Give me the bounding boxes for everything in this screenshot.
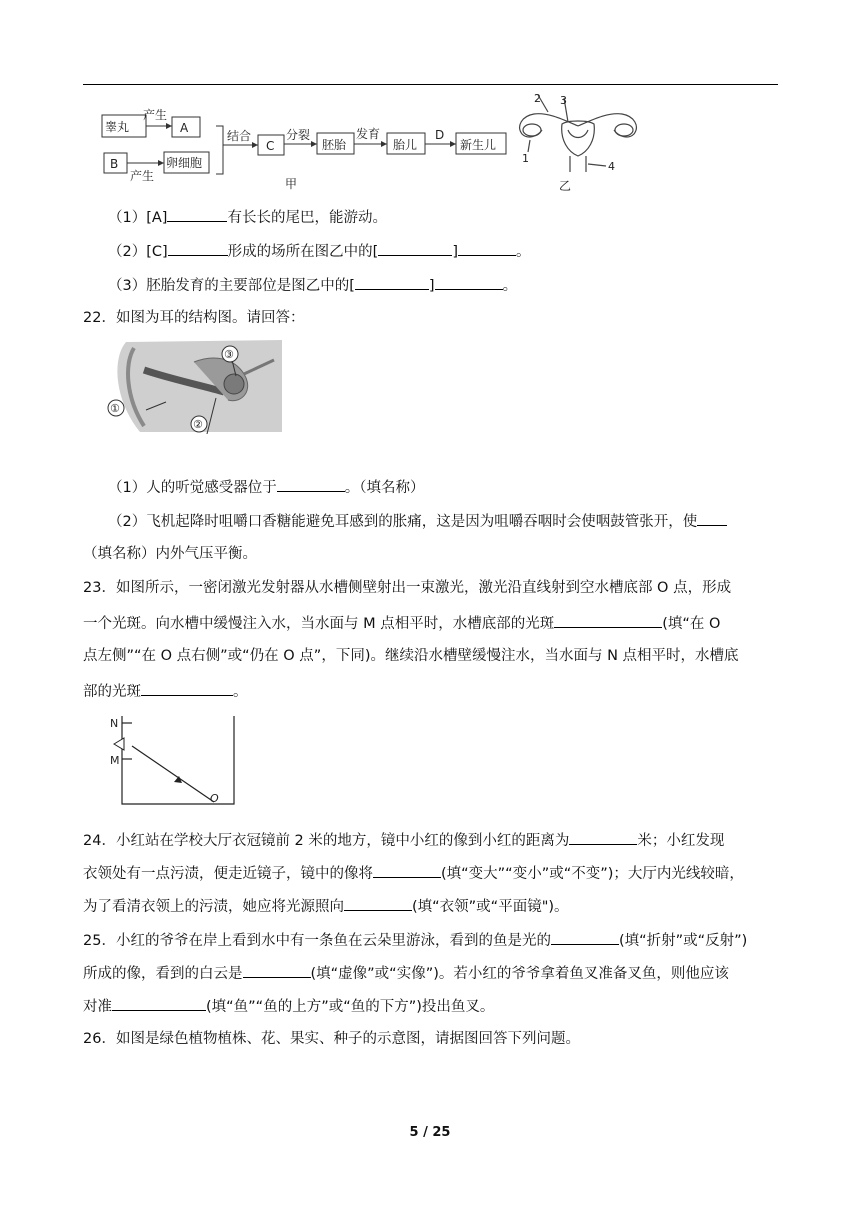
newborn-label: 新生儿: [460, 138, 497, 152]
diagram-yi-caption: 乙: [559, 179, 572, 193]
q22-part1-prefix: （1）人的听觉感受器位于: [108, 480, 277, 496]
q24-line2-hint: (填“变大”“变小”或“不变”)；大厅内光线较暗，: [441, 866, 744, 882]
q23-line2-hint: (填“在 O: [662, 616, 721, 632]
q21-part3-bracket: ]: [428, 278, 435, 294]
answer-blank[interactable]: [141, 680, 233, 696]
fetus-label: 胎儿: [393, 138, 418, 152]
q25-line2-text: 所成的像，看到的白云是: [83, 966, 243, 982]
label-o: O: [210, 792, 219, 805]
combine-label: 结合: [227, 129, 252, 143]
q24-line1-text: 24．小红站在学校大厅衣冠镜前 2 米的地方，镜中小红的像到小红的距离为: [83, 833, 570, 849]
q23-line2-text: 一个光斑。向水槽中缓慢注入水，当水面与 M 点相平时，水槽底部的光斑: [83, 616, 555, 632]
q25-line1-text: 25．小红的爷爷在岸上看到水中有一条鱼在云朵里游泳，看到的鱼是光的: [83, 933, 551, 949]
ear-label-2: ②: [193, 418, 203, 431]
q21-part1: [108, 206, 808, 228]
diagram-jia-caption: 甲: [285, 177, 298, 191]
answer-blank[interactable]: [168, 240, 228, 256]
produce-label-1: 产生: [143, 108, 168, 122]
q22-part2-text: （2）飞机起降时咀嚼口香糖能避免耳感到的胀痛，这是因为咀嚼吞咽时会使咽鼓管张开，使: [108, 514, 698, 530]
tank-walls: [122, 716, 234, 804]
answer-blank[interactable]: [378, 240, 452, 256]
right-ovary: [615, 124, 633, 136]
q23-line3: 点左侧”“在 O 点右侧”或“仍在 O 点”，下同)。继续沿水槽壁缓慢注水，当水面与 N 点相平时，水槽底: [83, 648, 739, 664]
label-m: M: [110, 754, 120, 767]
q25-line1-hint: (填“折射”或“反射”): [618, 933, 748, 949]
answer-blank[interactable]: [167, 206, 227, 222]
answer-blank[interactable]: [551, 929, 619, 945]
answer-blank[interactable]: [554, 612, 662, 628]
answer-blank[interactable]: [458, 240, 516, 256]
q21-part2-prefix: （2）[C]: [108, 244, 168, 260]
left-ovary: [523, 124, 541, 136]
ovary-letter: B: [110, 157, 119, 171]
answer-blank[interactable]: [373, 862, 441, 878]
q21-part2-bracket: ]: [452, 244, 458, 260]
page-number: 5 / 25: [409, 1125, 451, 1140]
q24-line3: [83, 895, 783, 917]
header-rule: [83, 84, 778, 85]
q26-stem: 26．如图是绿色植物植株、花、果实、种子的示意图，请据图回答下列问题。: [83, 1031, 580, 1047]
q22-part1: [108, 476, 808, 498]
q24-line1-end: 米；小红发现: [637, 833, 725, 849]
q23-line4-end: 。: [233, 684, 248, 700]
reproduction-flow-diagram: [95, 104, 515, 196]
q23-line1: 23．如图所示，一密闭激光发射器从水槽侧壁射出一束激光，激光沿直线射到空水槽底部 O 点，形成: [83, 580, 732, 596]
q23-line4-text: 部的光斑: [83, 684, 141, 700]
female-reproductive-diagram: [508, 90, 648, 196]
yi-label-2: 2: [534, 92, 541, 105]
embryo-label: 胚胎: [322, 138, 347, 152]
answer-blank[interactable]: [112, 995, 206, 1011]
egg-label: 卵细胞: [166, 156, 203, 170]
answer-blank[interactable]: [569, 829, 637, 845]
answer-blank[interactable]: [243, 962, 311, 978]
q22-part2: [108, 510, 808, 532]
q21-part3: [108, 274, 808, 296]
divide-label: 分裂: [286, 128, 311, 142]
yi-label-3: 3: [560, 94, 567, 107]
yi-label-1: 1: [522, 152, 529, 165]
testis-label: 睾丸: [105, 120, 130, 134]
q21-part1-suffix: 有长长的尾巴，能游动。: [227, 210, 387, 226]
q22-stem: 22．如图为耳的结构图。请回答：: [83, 310, 305, 326]
produce-label-2: 产生: [130, 169, 155, 183]
q25-line2-hint: (填“虚像”或“实像”)。若小红的爷爷拿着鱼叉准备叉鱼，则他应该: [310, 966, 729, 982]
sperm-letter: A: [180, 121, 189, 135]
q21-part2-end: 。: [516, 244, 531, 260]
answer-blank[interactable]: [435, 274, 503, 290]
ear-structure-image: [104, 340, 282, 434]
q21-part3-end: 。: [502, 278, 518, 294]
q23-line2: [83, 612, 783, 634]
q24-line3-text: 为了看清衣领上的污渍，她应将光源照向: [83, 899, 344, 915]
q24-line2-text: 衣领处有一点污渍，便走近镜子，镜中的像将: [83, 866, 373, 882]
answer-blank[interactable]: [277, 476, 345, 492]
q24-line3-hint: (填“衣领”或“平面镜")。: [412, 899, 569, 915]
q22-part1-suffix: 。（填名称）: [344, 480, 425, 496]
vagina: [570, 156, 586, 172]
q22-part2-cont: （填名称）内外气压平衡。: [83, 546, 257, 562]
q21-part1-prefix: （1）[A]: [108, 210, 168, 226]
q24-line1: [83, 829, 783, 851]
laser-emitter: [114, 738, 124, 750]
q25-line2: [83, 962, 783, 984]
q25-line3-text: 对准: [83, 999, 112, 1015]
q21-part2-mid: 形成的场所在图乙中的[: [227, 244, 379, 260]
q21-part3-prefix: （3）胚胎发育的主要部位是图乙中的[: [108, 278, 355, 294]
develop-label: 发育: [356, 127, 381, 141]
water-tank-diagram: [110, 714, 240, 810]
zygote-letter: C: [266, 139, 275, 153]
q23-line4: [83, 680, 783, 702]
laser-beam: [132, 746, 214, 802]
yi-label-4: 4: [608, 160, 615, 173]
q25-line1: [83, 929, 783, 951]
q24-line2: [83, 862, 783, 884]
answer-blank[interactable]: [697, 510, 727, 526]
answer-blank[interactable]: [355, 274, 429, 290]
answer-blank[interactable]: [344, 895, 412, 911]
ear-label-3: ③: [224, 348, 234, 361]
ear-label-1: ①: [110, 402, 120, 415]
uterus: [562, 121, 595, 156]
birth-letter: D: [435, 128, 445, 142]
label-n: N: [110, 717, 119, 730]
q25-line3-hint: (填“鱼”“鱼的上方”或“鱼的下方”)投出鱼叉。: [206, 999, 495, 1015]
q21-part2: [108, 240, 808, 262]
q25-line3: [83, 995, 783, 1017]
